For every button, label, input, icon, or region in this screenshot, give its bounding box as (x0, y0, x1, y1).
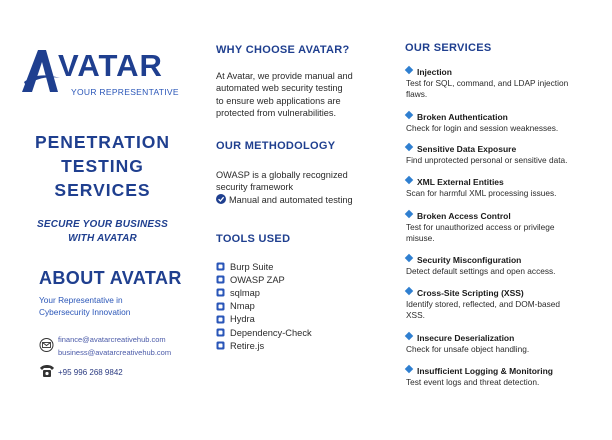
service-title: Sensitive Data Exposure (417, 144, 517, 154)
tool-label: Nmap (230, 301, 255, 312)
diamond-bullet-icon (405, 332, 413, 340)
right-column (395, 0, 612, 440)
service-desc: Test event logs and threat detection. (406, 377, 540, 387)
methodology-heading: OUR METHODOLOGY (216, 140, 336, 152)
diamond-bullet-icon (405, 254, 413, 262)
service-desc: Check for login and session weaknesses. (406, 123, 559, 133)
tool-bullet-icon (216, 341, 225, 350)
tools-list (216, 260, 312, 352)
why-line: At Avatar, we provide manual and (216, 71, 353, 81)
service-item (406, 255, 606, 277)
tool-item (216, 286, 312, 299)
tool-label: Dependency-Check (230, 327, 312, 338)
email-link-finance[interactable]: finance@avatarcreativehub.com (58, 335, 166, 344)
service-item (406, 67, 606, 100)
hero-title-line-2: TESTING (61, 156, 144, 176)
check-icon (216, 194, 226, 204)
diamond-bullet-icon (405, 287, 413, 295)
service-title: Broken Authentication (417, 112, 508, 122)
service-title: Cross-Site Scripting (XSS) (417, 288, 524, 298)
tool-bullet-icon (216, 288, 225, 297)
check-item-label: Manual and automated testing (229, 195, 353, 205)
diamond-bullet-icon (405, 210, 413, 218)
why-line: protected from vulnerabilities. (216, 107, 337, 118)
tool-item (216, 273, 312, 286)
service-item (406, 333, 606, 355)
left-column (0, 0, 205, 440)
why-paragraph (216, 70, 391, 119)
why-line: to ensure web applications are (216, 95, 341, 106)
hero-title-line-1: PENETRATION (34, 132, 171, 152)
phone-number[interactable]: +95 996 268 9842 (58, 368, 123, 377)
tool-bullet-icon (216, 302, 225, 311)
service-desc: Test for unauthorized access or privilege (406, 222, 555, 232)
middle-column (205, 0, 395, 440)
about-subtitle-line: Your Representative in (39, 295, 123, 305)
diamond-bullet-icon (405, 143, 413, 151)
service-item (406, 288, 606, 321)
methodology-paragraph (216, 169, 391, 194)
logo-subtitle: YOUR REPRESENTATIVE (71, 87, 179, 97)
service-desc: Scan for harmful XML processing issues. (406, 188, 557, 198)
service-desc: Check for unsafe object handling. (406, 344, 530, 354)
logo-wordmark: VATAR (58, 48, 163, 83)
hero-title-line-3: SERVICES (54, 180, 151, 200)
tool-item (216, 300, 312, 313)
tools-heading: TOOLS USED (216, 233, 291, 245)
service-desc: Identify stored, reflected, and DOM-based (406, 299, 561, 309)
service-title: Injection (417, 67, 452, 77)
service-title: Broken Access Control (417, 211, 511, 221)
service-desc: Test for SQL, command, and LDAP injection (406, 78, 569, 88)
services-heading: OUR SERVICES (405, 42, 492, 54)
tool-item (216, 326, 312, 339)
tool-item (216, 260, 312, 273)
avatar-logo (20, 48, 190, 100)
tagline-line-1: SECURE YOUR BUSINESS (36, 219, 169, 230)
service-desc: Find unprotected personal or sensitive data. (406, 155, 568, 165)
tool-label: OWASP ZAP (230, 274, 285, 285)
service-item (406, 144, 606, 166)
service-item (406, 177, 606, 199)
service-title: Security Misconfiguration (417, 255, 522, 265)
tool-bullet-icon (216, 328, 225, 337)
diamond-bullet-icon (405, 176, 413, 184)
tagline-line-2: WITH AVATAR (68, 233, 137, 244)
methodology-check-item (216, 194, 353, 205)
about-subtitle-line: Cybersecurity Innovation (39, 307, 131, 317)
service-title: XML External Entities (417, 177, 504, 187)
email-icon (39, 338, 55, 352)
service-title: Insufficient Logging & Monitoring (417, 366, 553, 376)
tool-label: Hydra (230, 314, 255, 325)
tool-bullet-icon (216, 262, 225, 271)
phone-icon (39, 364, 55, 378)
service-item (406, 366, 606, 388)
email-link-business[interactable]: business@avatarcreativehub.com (58, 348, 172, 357)
logo-a-mark-icon (20, 48, 60, 94)
why-line: automated web security testing (216, 83, 343, 94)
service-desc: Detect default settings and open access. (406, 266, 556, 276)
service-title: Insecure Deserialization (417, 333, 515, 343)
service-item (406, 112, 606, 134)
about-subtitle (39, 294, 189, 318)
diamond-bullet-icon (405, 66, 413, 74)
tool-label: Retire.js (230, 340, 265, 351)
service-desc: XSS. (406, 310, 425, 320)
methodology-line: OWASP is a globally recognized (216, 170, 348, 180)
about-heading: ABOUT AVATAR (39, 268, 182, 288)
diamond-bullet-icon (405, 111, 413, 119)
tool-bullet-icon (216, 315, 225, 324)
tool-item (216, 313, 312, 326)
service-desc: misuse. (406, 233, 435, 243)
service-item (406, 211, 606, 244)
tool-label: Burp Suite (230, 261, 274, 272)
tool-bullet-icon (216, 275, 225, 284)
methodology-line: security framework (216, 182, 294, 193)
tool-label: sqlmap (230, 287, 260, 298)
diamond-bullet-icon (405, 365, 413, 373)
why-heading: WHY CHOOSE AVATAR? (216, 44, 350, 56)
tool-item (216, 339, 312, 352)
service-desc: flaws. (406, 89, 428, 99)
